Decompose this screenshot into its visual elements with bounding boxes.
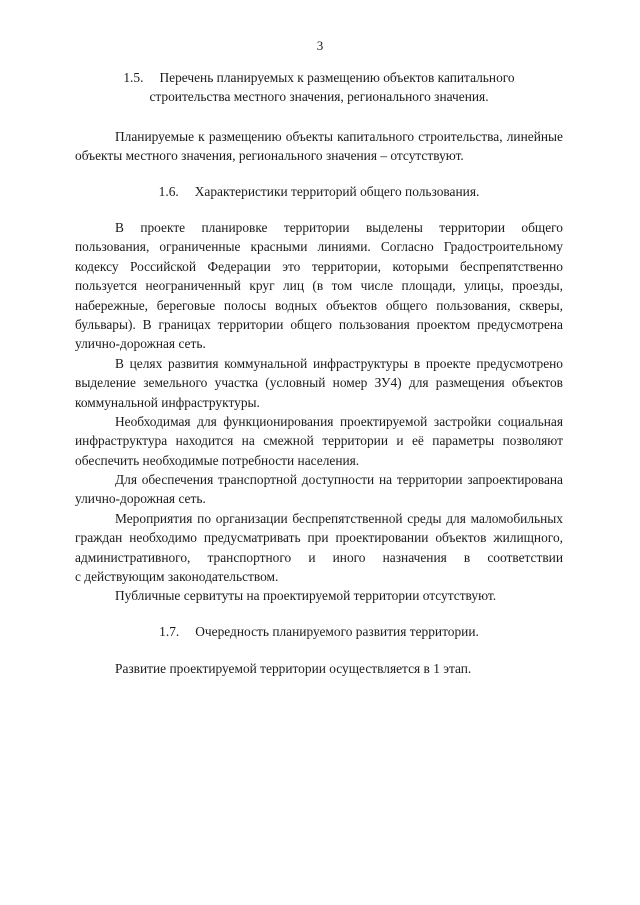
section-1-5-title-line1: Перечень планируемых к размещению объектов капитального: [159, 70, 515, 85]
paragraph-line: коммунальной инфраструктуры.: [75, 394, 260, 410]
paragraph-line: инфраструктура находится на смежной территории и её параметры позволяют: [75, 433, 563, 449]
paragraph-line: набережные, береговые полосы водных объектов общего пользования, скверы,: [75, 297, 563, 313]
paragraph-2: [75, 354, 563, 412]
section-1-7-number: 1.7.: [159, 624, 180, 639]
section-1-7-heading: [75, 622, 563, 641]
section-1-5-body-line2: объекты местного значения, регионального значения – отсутствуют.: [75, 148, 464, 164]
paragraph-line: В проекте планировке территории выделены территории общего: [115, 220, 563, 235]
section-1-6-body: [75, 218, 563, 606]
paragraph-3: [75, 412, 563, 470]
paragraph-line: Для обеспечения транспортной доступности на территории запроектирована: [115, 472, 563, 488]
paragraph-line: выделение земельного участка (условный номер ЗУ4) для размещения объектов: [75, 375, 563, 391]
page-number: 3: [316, 38, 324, 53]
paragraph-line: улично-дорожная сеть.: [75, 336, 206, 352]
section-1-7-title: Очередность планируемого развития территории.: [195, 624, 479, 639]
section-1-5-heading: [75, 68, 563, 107]
paragraph-4: [75, 470, 563, 509]
section-1-5-number: 1.5.: [123, 70, 144, 85]
paragraph-line: административного, транспортного и иного назначения в соответствии: [75, 549, 563, 565]
paragraph-line: обеспечить необходимые потребности населения.: [75, 452, 360, 468]
paragraph-line: улично-дорожная сеть.: [75, 491, 206, 507]
section-1-7-body-line: Развитие проектируемой территории осуществляется в 1 этап.: [115, 661, 472, 676]
paragraph-line: Мероприятия по организации беспрепятственной среды для маломобильных: [115, 510, 563, 526]
section-1-6-number: 1.6.: [158, 184, 179, 199]
paragraph-line: Необходимая для функционирования проектируемой застройки социальная: [115, 413, 563, 429]
section-1-6-heading: [75, 182, 563, 201]
section-1-6-title: Характеристики территорий общего пользования.: [194, 184, 480, 199]
section-1-5-title-line2: строительства местного значения, регионального значения.: [149, 89, 489, 105]
section-1-5-body: [75, 127, 563, 166]
paragraph-line: пользуется неограниченный круг лиц (в том числе площади, улицы, проезды,: [75, 278, 563, 294]
paragraph-line: Публичные сервитуты на проектируемой территории отсутствуют.: [115, 588, 497, 604]
paragraph-line: кодексу Российской Федерации это территории, которыми беспрепятственно: [75, 258, 563, 274]
section-1-5-body-line1: Планируемые к размещению объекты капитального строительства, линейные: [115, 129, 563, 144]
paragraph-5: [75, 509, 563, 587]
paragraph-line: с действующим законодательством.: [75, 569, 279, 585]
paragraph-1: [75, 218, 563, 354]
paragraph-line: бульвары). В границах территории общего пользования проектом предусмотрена: [75, 316, 563, 332]
paragraph-6: [75, 586, 563, 605]
paragraph-line: В целях развития коммунальной инфраструктуры в проекте предусмотрено: [115, 355, 563, 371]
paragraph-line: пользования, ограниченные красными линиями. Согласно Градостроительному: [75, 239, 563, 255]
section-1-7-body: [75, 659, 563, 678]
paragraph-line: граждан необходимо предусматривать при проектировании объектов жилищного,: [75, 530, 563, 546]
